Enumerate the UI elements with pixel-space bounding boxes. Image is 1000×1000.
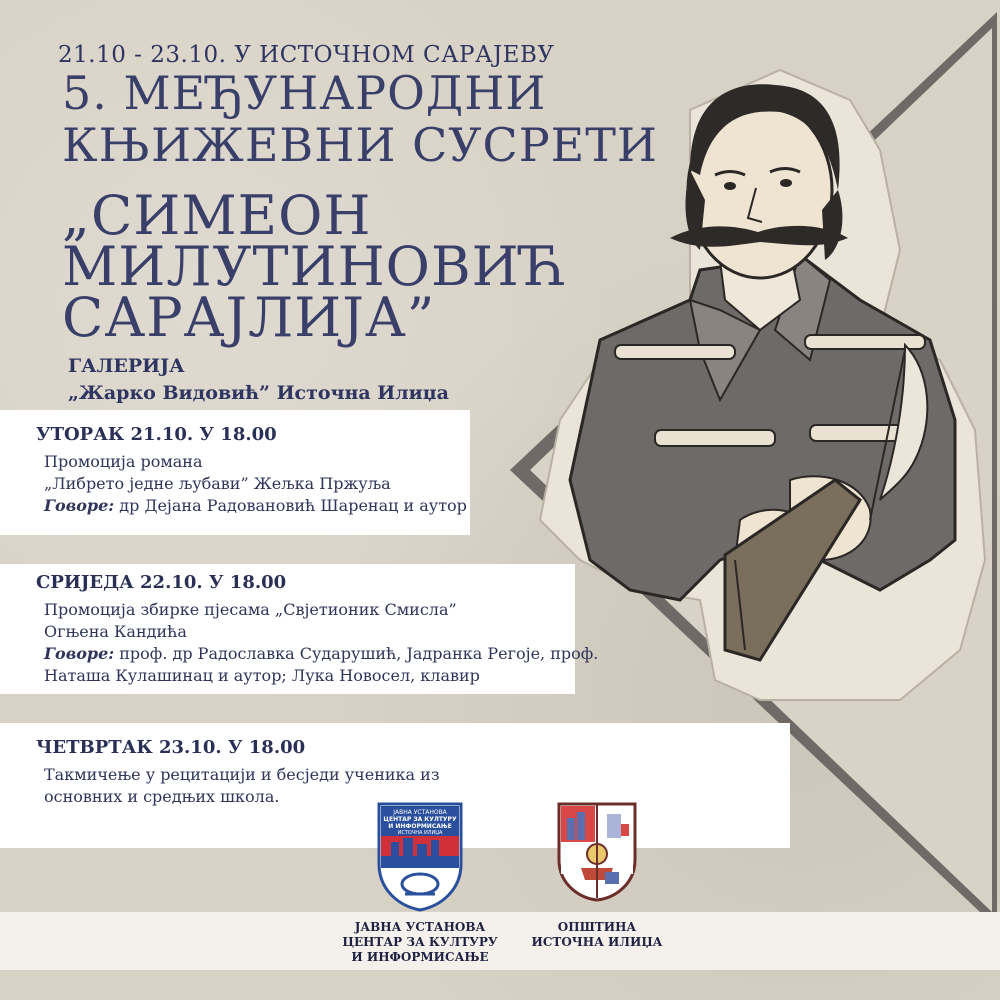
event-2-speakers-text: проф. др Радославка Сударушић, Јадранка Регоје, проф. (114, 644, 599, 663)
title-line-2: КЊИЖЕВНИ СУСРЕТИ (62, 118, 659, 172)
event-1-line-2: „Либрето једне љубави” Жељка Пржуља (44, 474, 391, 493)
event-3-day: ЧЕТВРТАК 23.10. У 18.00 (36, 737, 306, 758)
event-1-line-1: Промоција романа (44, 452, 203, 471)
culture-center-caption-2: ЦЕНТАР ЗА КУЛТУРУ (342, 935, 498, 949)
municipality-caption-2: ИСТОЧНА ИЛИЏА (531, 935, 663, 949)
event-dates: 21.10 - 23.10. У ИСТОЧНОМ САРАЈЕВУ (58, 42, 555, 68)
event-1-day: УТОРАК 21.10. У 18.00 (36, 424, 277, 445)
event-2-line-2: Огњена Кандића (44, 622, 187, 641)
subtitle-line-2: МИЛУТИНОВИЋ (62, 235, 568, 298)
event-2-line-4: Наташа Кулашинац и аутор; Лука Новосел, клавир (44, 666, 480, 685)
municipality-caption-1: ОПШТИНА (557, 920, 637, 934)
subtitle-line-3: САРАЈЛИЈА” (62, 286, 436, 349)
municipality-caption (512, 920, 682, 950)
title-line-1: 5. МЕЂУНАРОДНИ (62, 66, 547, 120)
shield-text-1: ЈАВНА УСТАНОВА (393, 809, 447, 816)
event-2-speakers (44, 644, 598, 663)
event-1-speakers-text: др Дејана Радовановић Шаренац и аутор (114, 496, 467, 515)
event-1-speakers-label: Говоре: (44, 496, 115, 515)
shield-text-3: И ИНФОРМИСАЊЕ (388, 823, 452, 830)
event-3-line-2: основних и средњих школа. (44, 787, 280, 806)
subtitle-line-1: „СИМЕОН (62, 184, 372, 247)
event-2-line-1: Промоција збирке пјесама „Свјетионик Смисла” (44, 600, 457, 619)
venue-line-1: ГАЛЕРИЈА (68, 355, 185, 377)
shield-text-2: ЦЕНТАР ЗА КУЛТУРУ (383, 816, 457, 823)
event-3-line-1: Такмичење у рецитацији и бесједи ученика из (44, 765, 440, 784)
culture-center-caption-3: И ИНФОРМИСАЊЕ (351, 950, 489, 964)
event-2-day: СРИЈЕДА 22.10. У 18.00 (36, 572, 287, 593)
event-1-speakers (44, 496, 467, 515)
venue-line-2: „Жарко Видовић” Источна Илиџа (68, 382, 449, 404)
shield-text-4: ИСТОЧНА ИЛИЏА (397, 830, 443, 836)
event-2-speakers-label: Говоре: (44, 644, 115, 663)
municipality-coat-of-arms (557, 802, 637, 902)
culture-center-logo (377, 802, 463, 912)
culture-center-caption (330, 920, 510, 965)
culture-center-caption-1: ЈАВНА УСТАНОВА (354, 920, 486, 934)
